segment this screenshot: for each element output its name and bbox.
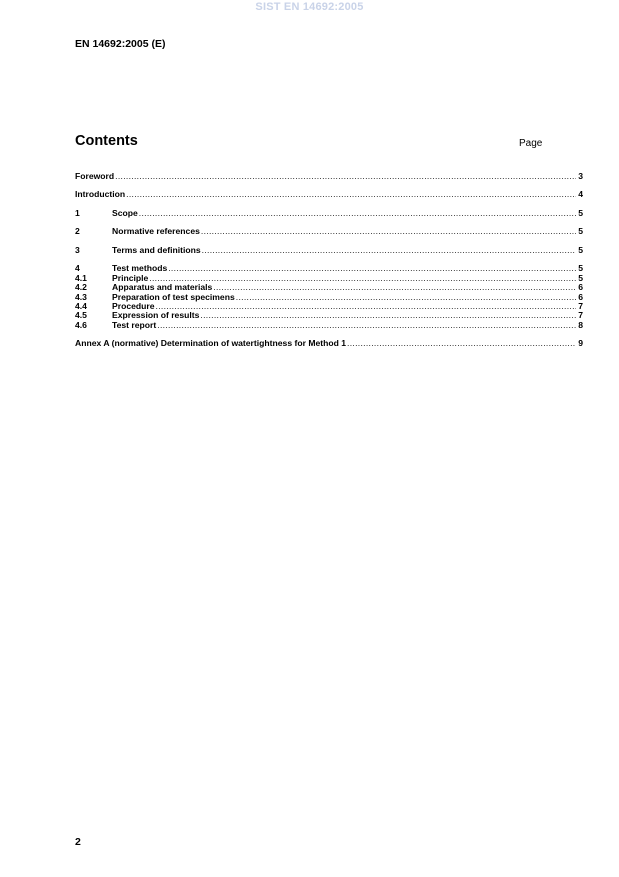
dot-leader	[168, 264, 576, 273]
toc-entry-title: Introduction	[75, 189, 126, 200]
dot-leader	[347, 339, 576, 348]
dot-leader	[201, 227, 576, 236]
dot-leader	[126, 190, 576, 199]
toc-entry-page: 6	[578, 282, 583, 293]
toc-entry-test-report[interactable]	[75, 321, 583, 330]
toc-entry-scope[interactable]	[75, 209, 583, 218]
dot-leader	[157, 321, 576, 330]
dot-leader	[202, 246, 576, 255]
document-id: EN 14692:2005 (E)	[75, 38, 166, 50]
toc-entry-number: 3	[75, 244, 80, 255]
page-column-label: Page	[519, 138, 543, 149]
toc-entry-page: 5	[578, 207, 583, 218]
toc-entry-page: 8	[578, 319, 583, 330]
toc-entry-page: 6	[578, 291, 583, 302]
page-number: 2	[75, 836, 81, 848]
contents-title: Contents	[75, 133, 138, 149]
toc-entry-page: 7	[578, 300, 583, 311]
toc-entry-number: 1	[75, 207, 80, 218]
toc-entry-number: 4	[75, 263, 80, 274]
toc-entry-title: Apparatus and materials	[112, 282, 213, 293]
toc-entry-page: 4	[578, 189, 583, 200]
toc-entry-number: 4.1	[75, 272, 87, 283]
dot-leader	[139, 209, 576, 218]
toc-entry-title: Annex A (normative) Determination of watertightness for Method 1	[75, 338, 347, 349]
dot-leader	[156, 302, 576, 311]
dot-leader	[200, 311, 576, 320]
toc-entry-foreword[interactable]	[75, 172, 583, 181]
toc-entry-title: Foreword	[75, 171, 115, 181]
toc-entry-title: Procedure	[112, 300, 155, 311]
toc-entry-normative-references[interactable]	[75, 227, 583, 236]
toc-entry-page: 3	[578, 171, 583, 181]
toc-entry-title: Test methods	[112, 263, 168, 274]
toc-entry-number: 4.4	[75, 300, 87, 311]
toc-entry-page: 9	[578, 338, 583, 349]
toc-entry-title: Expression of results	[112, 310, 200, 321]
toc-entry-title: Scope	[112, 207, 138, 218]
dot-leader	[236, 293, 576, 302]
toc-entry-terms-and-definitions[interactable]	[75, 246, 583, 255]
toc-entry-page: 7	[578, 310, 583, 321]
toc-entry-page: 5	[578, 226, 583, 237]
toc-entry-title: Terms and definitions	[112, 244, 201, 255]
toc-entry-number: 2	[75, 226, 80, 237]
toc-entry-title: Normative references	[112, 226, 200, 237]
toc-entry-annex-a[interactable]	[75, 339, 583, 348]
toc-entry-title: Preparation of test specimens	[112, 291, 235, 302]
toc-entry-introduction[interactable]	[75, 190, 583, 199]
toc-entry-page: 5	[578, 263, 583, 274]
toc-entry-number: 4.3	[75, 291, 87, 302]
toc-entry-number: 4.2	[75, 282, 87, 293]
table-of-contents	[75, 172, 583, 349]
dot-leader	[213, 283, 576, 292]
dot-leader	[115, 172, 576, 181]
toc-entry-number: 4.5	[75, 310, 87, 321]
toc-entry-title: Principle	[112, 272, 149, 283]
toc-entry-page: 5	[578, 272, 583, 283]
toc-entry-test-methods[interactable]	[75, 264, 583, 273]
toc-entry-number: 4.6	[75, 319, 87, 330]
toc-entry-title: Test report	[112, 319, 157, 330]
toc-entry-page: 5	[578, 244, 583, 255]
watermark: SIST EN 14692:2005	[255, 1, 364, 13]
dot-leader	[149, 274, 576, 283]
